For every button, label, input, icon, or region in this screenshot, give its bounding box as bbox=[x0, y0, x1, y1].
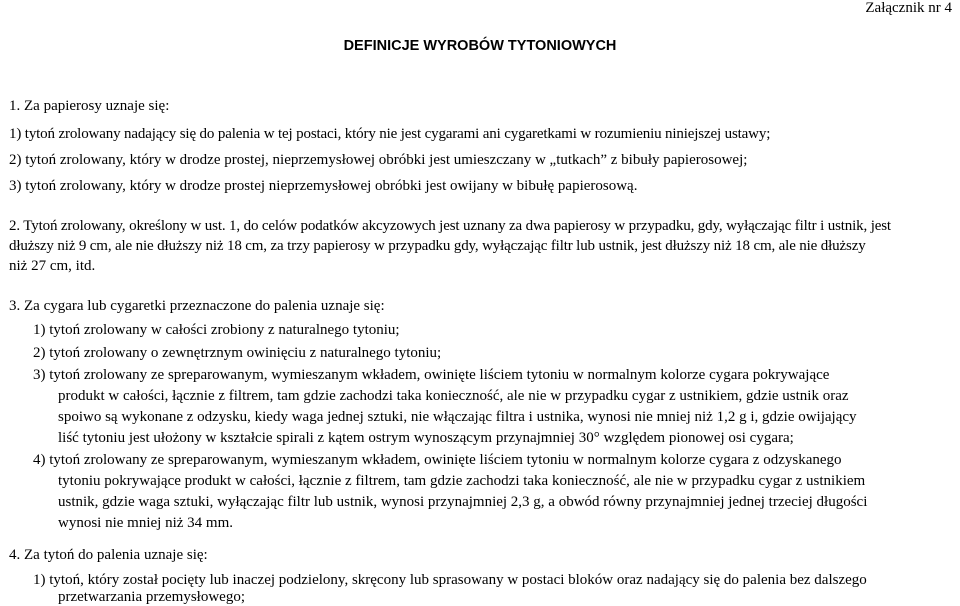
section-4-item-1-line-2: przetwarzania przemysłowego; bbox=[58, 589, 245, 605]
section-3-heading: 3. Za cygara lub cygaretki przeznaczone do palenia uznaje się: bbox=[9, 298, 385, 314]
section-3-item-1: 1) tytoń zrolowany w całości zrobiony z naturalnego tytoniu; bbox=[33, 322, 400, 338]
section-1-item-2: 2) tytoń zrolowany, który w drodze prostej, nieprzemysłowej obróbki jest umieszczany w „tutkach” z bibuły papierosowej; bbox=[9, 152, 748, 168]
section-3-item-3-line-1: 3) tytoń zrolowany ze spreparowanym, wymieszanym wkładem, owinięte liściem tytoniu w normalnym kolorze cygara pokrywające bbox=[33, 367, 830, 383]
section-2-line-3: niż 27 cm, itd. bbox=[9, 258, 96, 274]
section-3-item-4-line-3: ustnik, gdzie waga sztuki, wyłączając filtr lub ustnik, wynosi przynajmniej 2,3 g, a obwód równy przynajmniej jednej trzeciej długości bbox=[58, 494, 868, 510]
section-1-heading: 1. Za papierosy uznaje się: bbox=[9, 98, 170, 114]
section-3-item-4-line-1: 4) tytoń zrolowany ze spreparowanym, wymieszanym wkładem, owinięte liściem tytoniu w normalnym kolorze cygara z odzyskanego bbox=[33, 452, 842, 468]
section-3-item-3-line-2: produkt w całości, łącznie z filtrem, tam gdzie zachodzi taka konieczność, ale nie w przypadku cygar z ustnikiem, gdzie ustnik oraz bbox=[58, 388, 849, 404]
section-1-item-3: 3) tytoń zrolowany, który w drodze prostej nieprzemysłowej obróbki jest owijany w bibułę papierosową. bbox=[9, 178, 638, 194]
section-3-item-4-line-2: tytoniu pokrywające produkt w całości, łącznie z filtrem, tam gdzie zachodzi taka konieczność, ale nie w przypadku cygar z ustnikiem bbox=[58, 473, 866, 489]
section-4-item-1-line-1: 1) tytoń, który został pocięty lub inaczej podzielony, skręcony lub sprasowany w postaci bloków oraz nadający się do palenia bez dalszego bbox=[33, 572, 867, 588]
section-3-item-4-line-4: wynosi nie mniej niż 34 mm. bbox=[58, 515, 233, 531]
document-title: DEFINICJE WYROBÓW TYTONIOWYCH bbox=[343, 38, 617, 54]
section-3-item-3-line-4: liść tytoniu jest ułożony w kształcie spirali z kątem ostrym wynoszącym przynajmniej 30° względem pionowej osi cygara; bbox=[58, 430, 794, 446]
section-4-heading: 4. Za tytoń do palenia uznaje się: bbox=[9, 547, 208, 563]
section-2-line-2: dłuższy niż 9 cm, ale nie dłuższy niż 18 cm, za trzy papierosy w przypadku gdy, wyłączając filtr lub ustnik, jest dłuższy niż 18 cm, ale nie dłuższy bbox=[9, 238, 866, 254]
section-2-line-1: 2. Tytoń zrolowany, określony w ust. 1, do celów podatków akcyzowych jest uznany za dwa papierosy w przypadku, gdy, wyłączając filtr i ustnik, jest bbox=[9, 218, 891, 234]
section-1-item-1: 1) tytoń zrolowany nadający się do palenia w tej postaci, który nie jest cygarami ani cygaretkami w rozumieniu niniejszej ustawy; bbox=[9, 126, 771, 142]
section-3-item-3-line-3: spoiwo są wykonane z odzysku, kiedy waga jednej sztuki, nie włączając filtra i ustnika, wynosi nie mniej niż 1,2 g i, gdzie owijający bbox=[58, 409, 857, 425]
section-3-item-2: 2) tytoń zrolowany o zewnętrznym owinięciu z naturalnego tytoniu; bbox=[33, 345, 442, 361]
appendix-label: Załącznik nr 4 bbox=[865, 0, 952, 16]
